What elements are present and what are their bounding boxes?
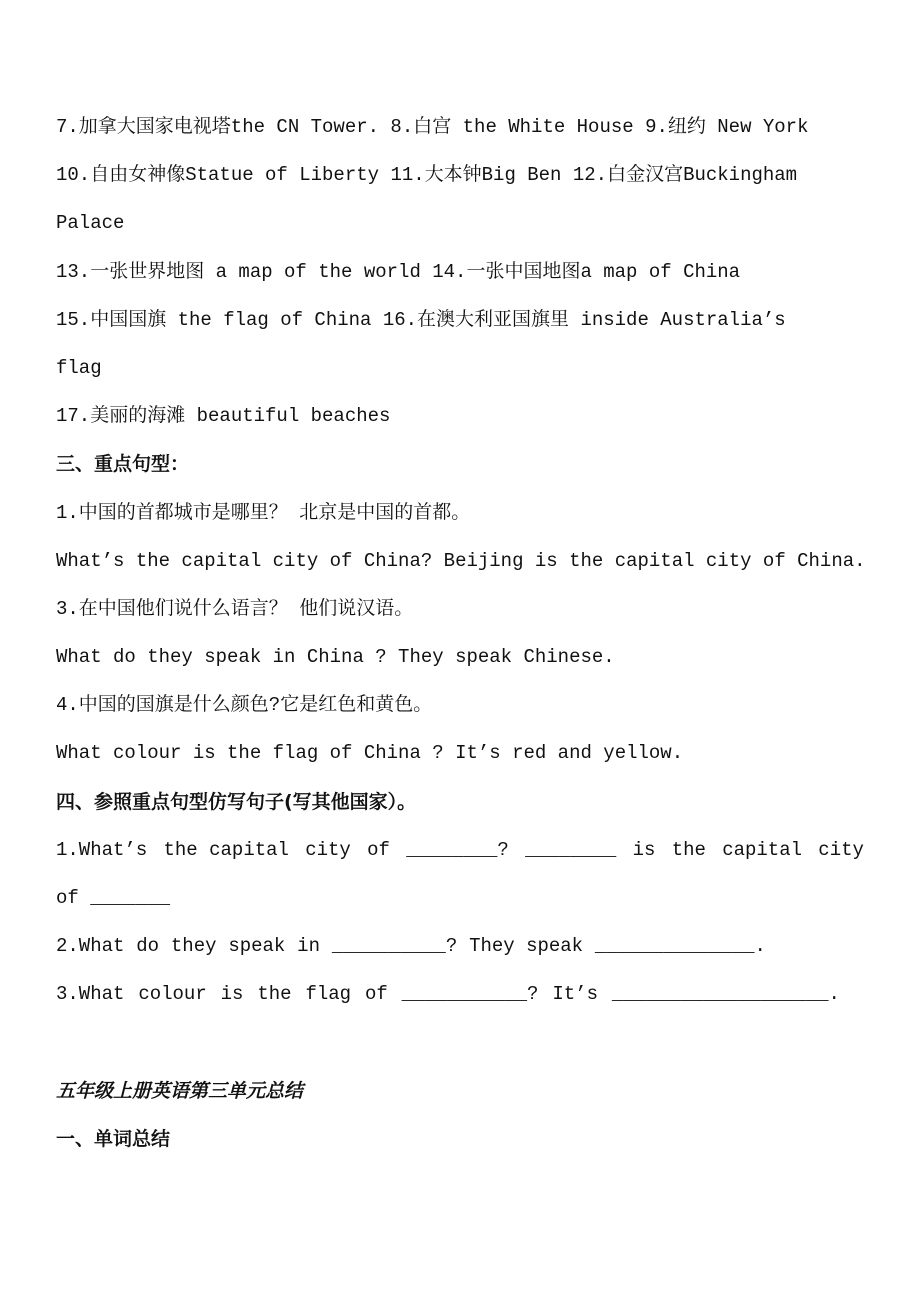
q-word: the <box>671 838 706 861</box>
q-word: the <box>257 983 292 1006</box>
vocab-line: 17.美丽的海滩 beautiful beaches <box>56 405 391 428</box>
sentence-line: 4.中国的国旗是什么颜色?它是红色和黄色。 <box>56 694 433 717</box>
section-heading-vocab: 一、单词总结 <box>56 1127 171 1150</box>
sentence-line: What colour is the flag of China ? It’s red and yellow. <box>56 742 684 765</box>
q-blank: ___________? <box>401 983 539 1006</box>
q-word: city <box>818 838 864 861</box>
q-word: is <box>632 838 656 861</box>
sentence-line: What’s the capital city of China? Beijing is the capital city of China. <box>56 549 866 572</box>
q-word: They speak <box>469 935 584 958</box>
q-word: speak <box>228 935 286 958</box>
q-word: flag <box>305 983 352 1006</box>
q-word: do <box>136 935 160 958</box>
q-word: 2.What <box>56 935 125 958</box>
vocab-line: 10.自由女神像Statue of Liberty 11.大本钟Big Ben 12.白金汉宫Buckingham <box>56 164 798 187</box>
q-word: It’s <box>552 983 598 1006</box>
section-heading-practice: 四、参照重点句型仿写句子(写其他国家）。 <box>56 790 417 813</box>
vocab-line: 13.一张世界地图 a map of the world 14.一张中国地图a map of China <box>56 260 741 283</box>
spacer <box>56 1019 864 1067</box>
q-word: capital <box>722 838 803 861</box>
q-blank: ___________________. <box>611 983 840 1006</box>
q-blank: ________? <box>406 838 509 861</box>
q-word: colour <box>138 983 207 1006</box>
q-word: city <box>305 838 351 861</box>
q-word: in <box>297 935 320 958</box>
practice-question-2 <box>56 922 766 970</box>
practice-question-3 <box>56 970 840 1018</box>
sentence-line: 3.在中国他们说什么语言？ 他们说汉语。 <box>56 597 414 620</box>
q-word: they <box>170 935 217 958</box>
sentence-line: What do they speak in China ? They speak Chinese. <box>56 646 615 669</box>
vocab-line: flag <box>56 356 102 379</box>
q-word: of <box>367 838 390 861</box>
practice-question-1-cont: of _______ <box>56 887 171 909</box>
q-word: 3.What <box>56 983 125 1006</box>
document-page <box>56 103 864 1163</box>
q-word: 1.What’s <box>56 838 148 861</box>
vocab-line: 15.中国国旗 the flag of China 16.在澳大利亚国旗里 inside Australia’s <box>56 308 786 331</box>
q-word: of <box>364 983 388 1006</box>
q-blank: ________ <box>525 838 617 861</box>
section-heading-key-sentences: 三、重点句型： <box>56 453 190 476</box>
vocab-line: 7.加拿大国家电视塔the CN Tower. 8.白宫 the White House 9.纽约 New York <box>56 116 809 138</box>
sentence-line: 1.中国的首都城市是哪里？ 北京是中国的首都。 <box>56 501 471 524</box>
vocab-line: Palace <box>56 212 125 235</box>
practice-question-1 <box>56 826 864 874</box>
q-blank: ______________. <box>594 935 766 958</box>
q-word: is <box>220 983 244 1006</box>
q-blank: __________? <box>331 935 458 958</box>
q-word: the capital <box>163 838 289 861</box>
unit-summary-title: 五年级上册英语第三单元总结 <box>56 1079 304 1102</box>
